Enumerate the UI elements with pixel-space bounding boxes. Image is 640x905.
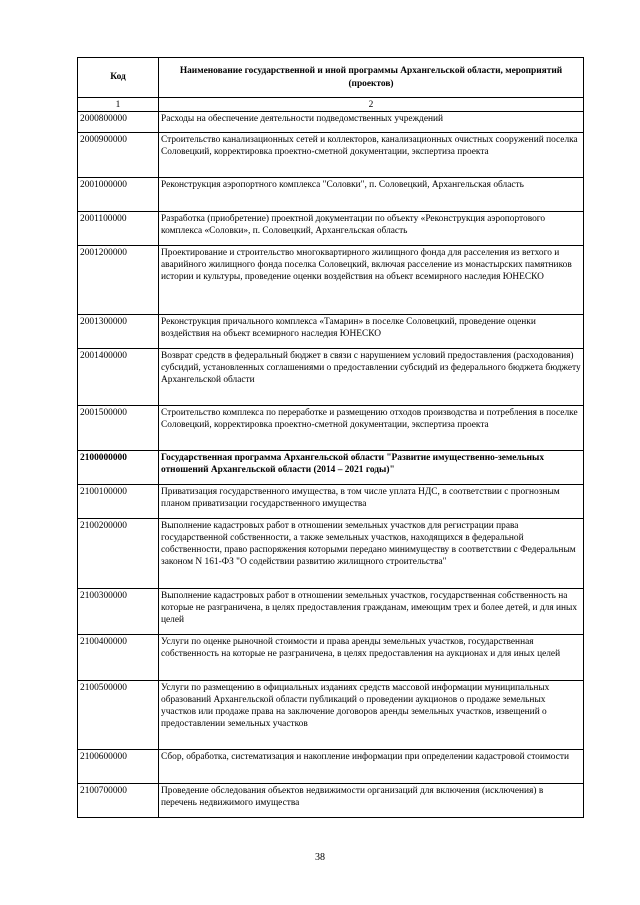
row-name: Расходы на обеспечение деятельности подведомственных учреждений xyxy=(159,112,584,133)
header-code: Код xyxy=(78,58,159,98)
row-code: 2001100000 xyxy=(78,212,159,246)
table-row xyxy=(78,635,584,681)
row-code: 2100600000 xyxy=(78,750,159,784)
table-row xyxy=(78,246,584,315)
row-code: 2001300000 xyxy=(78,315,159,349)
table-row xyxy=(78,178,584,212)
row-name: Разработка (приобретение) проектной документации по объекту «Реконструкция аэропортового комплекса «Соловки», п. Соловецкий, Архангельская область xyxy=(159,212,584,246)
table-row xyxy=(78,133,584,178)
row-code: 2100700000 xyxy=(78,784,159,818)
page-number: 38 xyxy=(315,852,325,863)
table-header-row xyxy=(78,58,584,98)
table-row xyxy=(78,519,584,589)
table-row xyxy=(78,681,584,750)
row-name: Услуги по оценке рыночной стоимости и права аренды земельных участков, государственная собственность на которые не разграничена, в целях предоставления на аукционах и для иных целей xyxy=(159,635,584,681)
row-name: Строительство комплекса по переработке и размещению отходов производства и потребления в поселке Соловецкий, корректировка проектно-сметной документации, экспертиза проекта xyxy=(159,406,584,451)
row-code: 2100000000 xyxy=(78,451,159,485)
row-name: Сбор, обработка, систематизация и накопление информации при определении кадастровой стоимости xyxy=(159,750,584,784)
row-name: Услуги по размещению в официальных изданиях средств массовой информации муниципальных образований Архангельской области публикаций о проведении аукционов о продаже земельных участков или продаже права на заключение договоров аренды земельных участков, извещений о предоставлении земельных участков xyxy=(159,681,584,750)
row-code: 2001400000 xyxy=(78,349,159,406)
table-row xyxy=(78,589,584,635)
table-row xyxy=(78,112,584,133)
row-code: 2100100000 xyxy=(78,485,159,519)
row-code: 2001200000 xyxy=(78,246,159,315)
row-name: Выполнение кадастровых работ в отношении земельных участков, государственная собственность на которые не разграничена, в целях предоставления гражданам, имеющим трех и более детей, и для иных целей xyxy=(159,589,584,635)
row-code: 2000900000 xyxy=(78,133,159,178)
table-row xyxy=(78,784,584,818)
table-body xyxy=(78,112,584,818)
row-name: Выполнение кадастровых работ в отношении земельных участков для регистрации права государственной собственности, а также земельных участков, находящихся в федеральной собственности, право распоряжения которыми передано минимуществу в соответствии с Федеральным законом N 161-ФЗ "О содействии развитию жилищного строительства" xyxy=(159,519,584,589)
row-code: 2100300000 xyxy=(78,589,159,635)
row-code: 2000800000 xyxy=(78,112,159,133)
row-name: Реконструкция причального комплекса «Тамарин» в поселке Соловецкий, проведение оценки воздействия на объект всемирного наследия ЮНЕСКО xyxy=(159,315,584,349)
table-row xyxy=(78,750,584,784)
budget-code-table xyxy=(77,57,584,818)
table-row xyxy=(78,349,584,406)
row-code: 2001000000 xyxy=(78,178,159,212)
row-name: Реконструкция аэропортного комплекса "Соловки", п. Соловецкий, Архангельская область xyxy=(159,178,584,212)
table-row xyxy=(78,406,584,451)
row-code: 2001500000 xyxy=(78,406,159,451)
column-number-2: 2 xyxy=(159,98,584,112)
header-name: Наименование государственной и иной программы Архангельской области, мероприятий (проектов) xyxy=(159,58,584,98)
row-name: Приватизация государственного имущества, в том числе уплата НДС, в соответствии с прогнозным планом приватизации государственного имущества xyxy=(159,485,584,519)
table-row xyxy=(78,485,584,519)
row-name: Государственная программа Архангельской области "Развитие имущественно-земельных отношений Архангельской области (2014 – 2021 годы)" xyxy=(159,451,584,485)
table-row xyxy=(78,212,584,246)
row-code: 2100500000 xyxy=(78,681,159,750)
row-name: Проведение обследования объектов недвижимости организаций для включения (исключения) в перечень недвижимого имущества xyxy=(159,784,584,818)
row-code: 2100200000 xyxy=(78,519,159,589)
row-code: 2100400000 xyxy=(78,635,159,681)
row-name: Строительство канализационных сетей и коллекторов, канализационных очистных сооружений поселка Соловецкий, корректировка проектно-сметной документации, экспертиза проекта xyxy=(159,133,584,178)
table-row xyxy=(78,451,584,485)
table-row xyxy=(78,315,584,349)
row-name: Проектирование и строительство многоквартирного жилищного фонда для расселения из ветхого и аварийного жилищного фонда поселка Соловецкий, включая расселение из монастырских памятников истории и культуры, проведение оценки воздействия на объект всемирного наследия ЮНЕСКО xyxy=(159,246,584,315)
column-number-1: 1 xyxy=(78,98,159,112)
row-name: Возврат средств в федеральный бюджет в связи с нарушением условий предоставления (расходования) субсидий, установленных соглашениями о предоставлении субсидий из федерального бюджета бюджету Архангельской области xyxy=(159,349,584,406)
column-number-row xyxy=(78,98,584,112)
